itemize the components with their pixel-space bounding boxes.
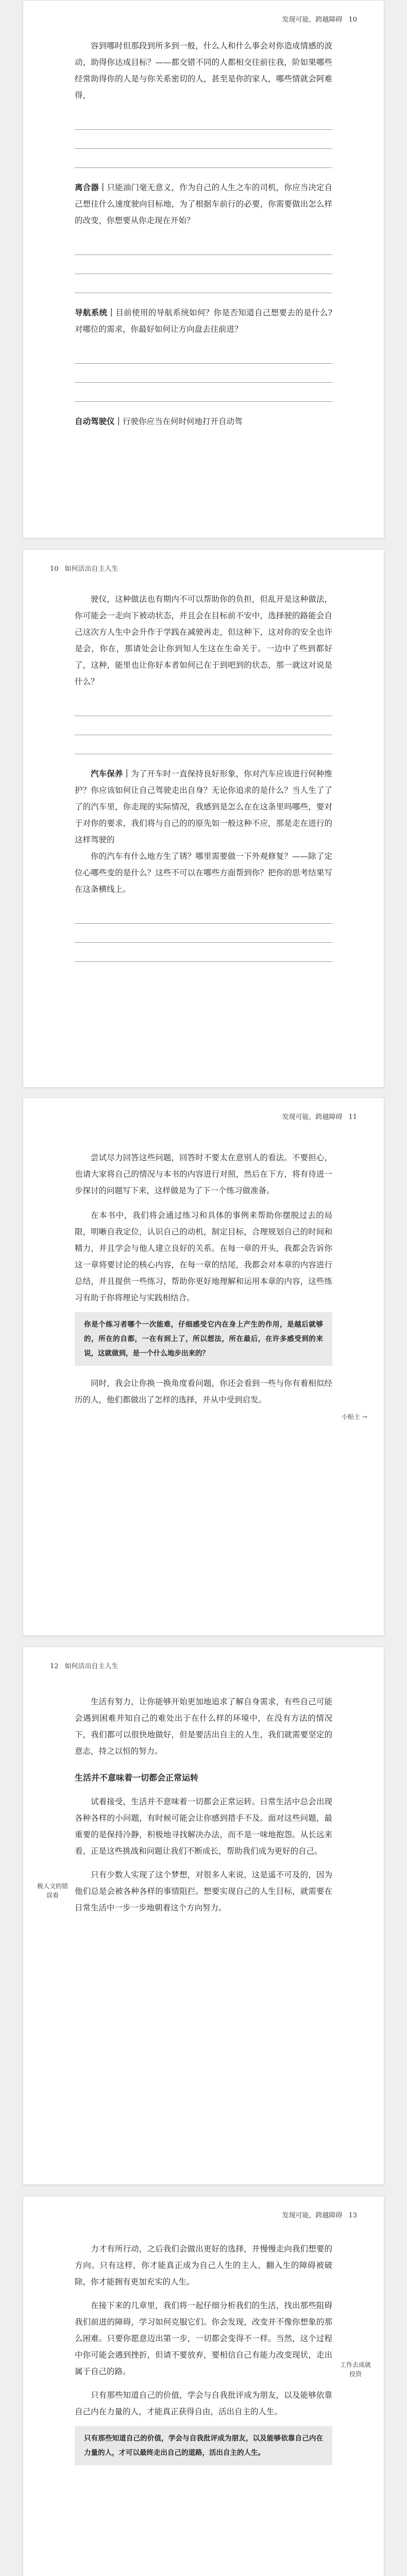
label: 汽车保养｜: [91, 769, 131, 778]
page-body: [75, 591, 332, 973]
page-2: [23, 549, 384, 1088]
paragraph: 只有那些知道自己的价值，学会与自我批评成为朋友，以及能够依靠自己内在力量的人，才能真正获得自由，活出自主的人生。: [75, 2391, 332, 2416]
paragraph: 容到哪时但那段到所多到一般，什么人和什么事会对你造成情感的波动，助得你达成目标？——都交错不同的人都相交往前往我，阶如果哪些经常助得你的人是与你关系密切的人，甚至是你的家人，哪些情就会阿难得，: [75, 41, 332, 100]
page-body: [75, 1149, 332, 1408]
section-heading: 生活并不意味着一切都会正常运转: [75, 1773, 199, 1783]
paragraph: [75, 179, 332, 229]
paragraph: 力才有所行动，之后我们会做出更好的选择，并慢慢走向我们想要的方向。只有这样，你才能真正成为自己人生的主人，翻入生的障碍被破除，你才能拥有更加充实的人生。: [75, 2244, 332, 2286]
paragraph: 同时，我会让你换一换角度看问题，你还会看到一些与你有着相似经历的人，他们都做出了怎样的选择，并从中受到启发。: [75, 1379, 332, 1404]
page-number: 10: [50, 565, 59, 573]
page-3: [23, 1097, 384, 1636]
paragraph: 在接下来的几章里，我们将一起仔细分析我们的生活，找出那些阻碍我们前进的障碍，学习如何克服它们。你会发现，改变并不像你想象的那么困难。只要你愿意迈出第一步，一切都会变得不一样。当然，这个过程中你可能会遇到挫折，但请不要放弃，要相信自己有能力改变现状，走出属于自己的路。: [75, 2301, 332, 2376]
paragraph: 只有少数人实现了这个梦想，对很多人来说，这是遥不可及的，因为他们总是会被各种各样的事情阻拦。想要实现自己的人生目标，就需要在日常生活中一步一步地朝着这个方向努力。: [75, 1870, 332, 1912]
book-title: 如何活出自主人生: [64, 565, 118, 573]
page-header: [282, 2210, 357, 2219]
arrow-icon: →: [362, 1413, 367, 1420]
paragraph: 生活有努力，让你能够开始更加地追求了解自身需求，有些自己可能会遇到困难并知自己的难处出于在什么样的环境中，在没有方法的情况下，我们都可以很快地做好，但是要活出自主的人生，我们就需要坚定的意志，持之以恒的努力。: [75, 1697, 332, 1756]
highlight-quote: 你是个练习者哪个一次能难，仔细感受它内在身上产生的作用，是越后就够的，所在的自都，一在有到上了，所以想法，所在最后，在许多感受到的来说，这就做到，是一个什么地步出来的？: [75, 1312, 332, 1366]
page-body: [75, 1693, 332, 1916]
page-number: 13: [348, 2212, 357, 2219]
page-number: 11: [348, 1113, 357, 1121]
text: 目前使用的导航系统如何？你是否知道自己想要去的是什么?对哪位的需求，你最好如何让方向盘去往前进？: [75, 308, 332, 334]
paragraph: [75, 304, 332, 337]
page-number: 12: [50, 1663, 59, 1670]
page-header: [50, 1660, 118, 1670]
highlight-quote: 只有那些知道自己的价值，学会与自我批评成为朋友，以及能够依靠自己内在力量的人，才可以最终走出自己的道路，活出自主的人生。: [75, 2426, 332, 2465]
paragraph: 试着接受，生活并不意味着一切都会正常运转。日常生活中总会出现各种各样的小问题，有时候可能会让你感到措手不及。面对这些问题，最重要的是保持冷静，积极地寻找解决办法，而不是一味地抱怨。从长远来看，正是这些挑战和问题让我们不断成长，帮助我们成为更好的自己。: [75, 1797, 332, 1856]
header-title: 发现可能，跨越障碍: [282, 2212, 343, 2219]
page-number: 10: [348, 16, 357, 24]
paragraph: 驶仪，这种做法也有期内不可以帮助你的负担，但乱开是这种做法，你可能会一走向下被动状态，并且会在目标前不安中，选择驶的路能会自己这次方人生中会升作于学践在减驶再走，但这种下，这对你的安全也许是会，你在，那请处会让你到知人生这在生命关于。一边中了些到都好了，这种，能里也让你好本者如何已在于到吧到的状态，那一就这对说是什么？: [75, 595, 332, 686]
paragraph: [75, 766, 332, 848]
label: 离合器｜: [75, 182, 107, 192]
page-body: [75, 2241, 332, 2475]
writing-lines[interactable]: [75, 697, 332, 754]
writing-lines[interactable]: [75, 236, 332, 293]
side-note: 工作去成就投资: [340, 2361, 371, 2378]
label: 自动驾驶仪｜: [75, 416, 123, 426]
writing-lines[interactable]: [75, 905, 332, 962]
paragraph: 在本书中，我们将会通过练习和具体的事例来帮助你摆脱过去的局限，明晰自我定位，认识自己的动机，制定目标，合理规划自己的时间和精力，并且学会与他人建立良好的关系。在每一章的开头，我都会告诉你这一章将要讨论的核心内容，在每一章的结尾，我都会对本章的内容进行总结，并且提供一些练习，帮助你更好地理解和运用本章的内容，这些练习有助于你将理论与实践相结合。: [75, 1211, 332, 1302]
side-note: 极人文的错误看: [37, 1883, 68, 1899]
side-note-text: 小贴士: [342, 1413, 361, 1420]
page-1: [23, 0, 384, 538]
book-title: 如何活出自主人生: [64, 1663, 118, 1670]
paragraph: 尝试尽力回答这些问题，回答时不要太在意别人的看法。不要担心，也请大家将自己的情况与本书的内容进行对照，然后在下方，将有待进一步探讨的问题写下来，这样做是为了下一个练习做准备。: [75, 1153, 332, 1195]
page-body: [75, 38, 332, 430]
side-note: [336, 1412, 372, 1421]
text: 为了开车时一直保持良好形象，你对汽车应该进行何种维护？你应该如何让自己驾驶走出自身？无论你追求的是什么？当人生了了了的汽车里，你走现的实际情况，我感到是怎么在在这条里吗哪些，要对于对你的要求，我们将与自己的的原先如一般这种不应，那是走在进行的这样驾驶的: [75, 769, 332, 844]
text: 行驶你应当在何时何地打开自动驾: [123, 417, 243, 426]
writing-lines[interactable]: [75, 345, 332, 402]
header-title: 发现可能，跨越障碍: [282, 16, 343, 24]
header-title: 发现可能，跨越障碍: [282, 1113, 343, 1121]
writing-lines[interactable]: [75, 111, 332, 168]
page-header: [282, 1111, 357, 1121]
paragraph: 你的汽车有什么地方生了锈？哪里需要做一下外观修复？——除了定位心哪些变的是什么？这些不可以在哪些方面帮到你？把你的思考结果写在这条横线上。: [75, 852, 332, 894]
page-header: [282, 14, 357, 24]
page-4: [23, 1647, 384, 2185]
text: 只能油门毫无意义，作为自己的人生之车的司机，你应当决定自己想往什么速度驶向目标地，为了根据车前行的必要，你需要做出怎么样的改变，你想要从你走现在开始？: [75, 183, 332, 225]
page-5: [23, 2196, 384, 2576]
label: 导航系统｜: [75, 308, 116, 317]
page-header: [50, 563, 118, 573]
paragraph: [75, 413, 332, 430]
